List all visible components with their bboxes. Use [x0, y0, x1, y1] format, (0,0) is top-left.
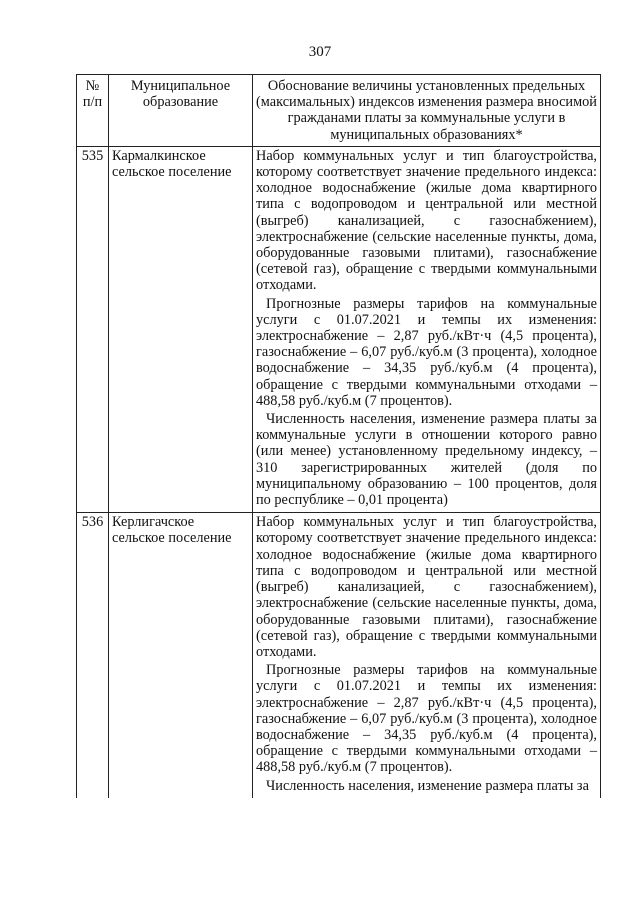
tariffs-paragraph: Прогнозные размеры тарифов на коммунальные услуги с 01.07.2021 и темпы их изменения: электроснабжение – 2,87 руб./кВт·ч (4,5 процента), газоснабжение – 6,07 руб./куб.м (3 процента), холодное водоснабжение – 34,35 руб./куб.м (4 процента), обращение с твердыми коммунальными отходами – 488,58 руб./куб.м (7 процентов).: [256, 662, 597, 776]
population-paragraph: Численность населения, изменение размера платы за коммунальные услуги в отношении которого равно (или менее) установленному предельному индексу, – 310 зарегистрированных жителей (доля по муниципальному образованию – 100 процентов, доля по республике – 0,01 процента): [256, 411, 597, 509]
row-municipality: Керлигачское сельское поселение: [109, 513, 253, 798]
services-paragraph: Набор коммунальных услуг и тип благоустройства, которому соответствует значение предельного индекса: холодное водоснабжение (жилые дома квартирного типа с водопроводом и центральной или местной (выгреб) канализацией, с газоснабжением), электроснабжение (сельские населенные пункты, дома, оборудованные газовыми плитами), газоснабжение (сетевой газ), обращение с твердыми коммунальными отходами.: [256, 514, 597, 660]
header-municipality: Муниципальное образование: [109, 75, 253, 147]
tariffs-paragraph: Прогнозные размеры тарифов на коммунальные услуги с 01.07.2021 и темпы их изменения: электроснабжение – 2,87 руб./кВт·ч (4,5 процента), газоснабжение – 6,07 руб./куб.м (3 процента), холодное водоснабжение – 34,35 руб./куб.м (4 процента), обращение с твердыми коммунальными отходами – 488,58 руб./куб.м (7 процентов).: [256, 295, 597, 409]
page-number: 307: [308, 44, 332, 60]
row-justification: [253, 146, 601, 512]
row-justification: [253, 513, 601, 798]
table-header-row: [77, 75, 601, 147]
header-num: № п/п: [77, 75, 109, 147]
row-number: 536: [77, 513, 109, 798]
row-number: 535: [77, 146, 109, 512]
table-row: [77, 513, 601, 798]
population-paragraph: Численность населения, изменение размера платы за: [266, 777, 589, 794]
services-paragraph: Набор коммунальных услуг и тип благоустройства, которому соответствует значение предельного индекса: холодное водоснабжение (жилые дома квартирного типа с водопроводом и центральной или местной (выгреб) канализацией, с газоснабжением), электроснабжение (сельские населенные пункты, дома, оборудованные газовыми плитами), газоснабжение (сетевой газ), обращение с твердыми коммунальными отходами.: [256, 147, 597, 294]
header-justification: Обоснование величины установленных предельных (максимальных) индексов изменения размера вносимой гражданами платы за коммунальные услуги в муниципальных образованиях*: [253, 75, 601, 147]
table-row: [77, 146, 601, 512]
row-municipality: Кармалкинское сельское поселение: [109, 146, 253, 512]
tariff-index-table: [76, 74, 601, 798]
